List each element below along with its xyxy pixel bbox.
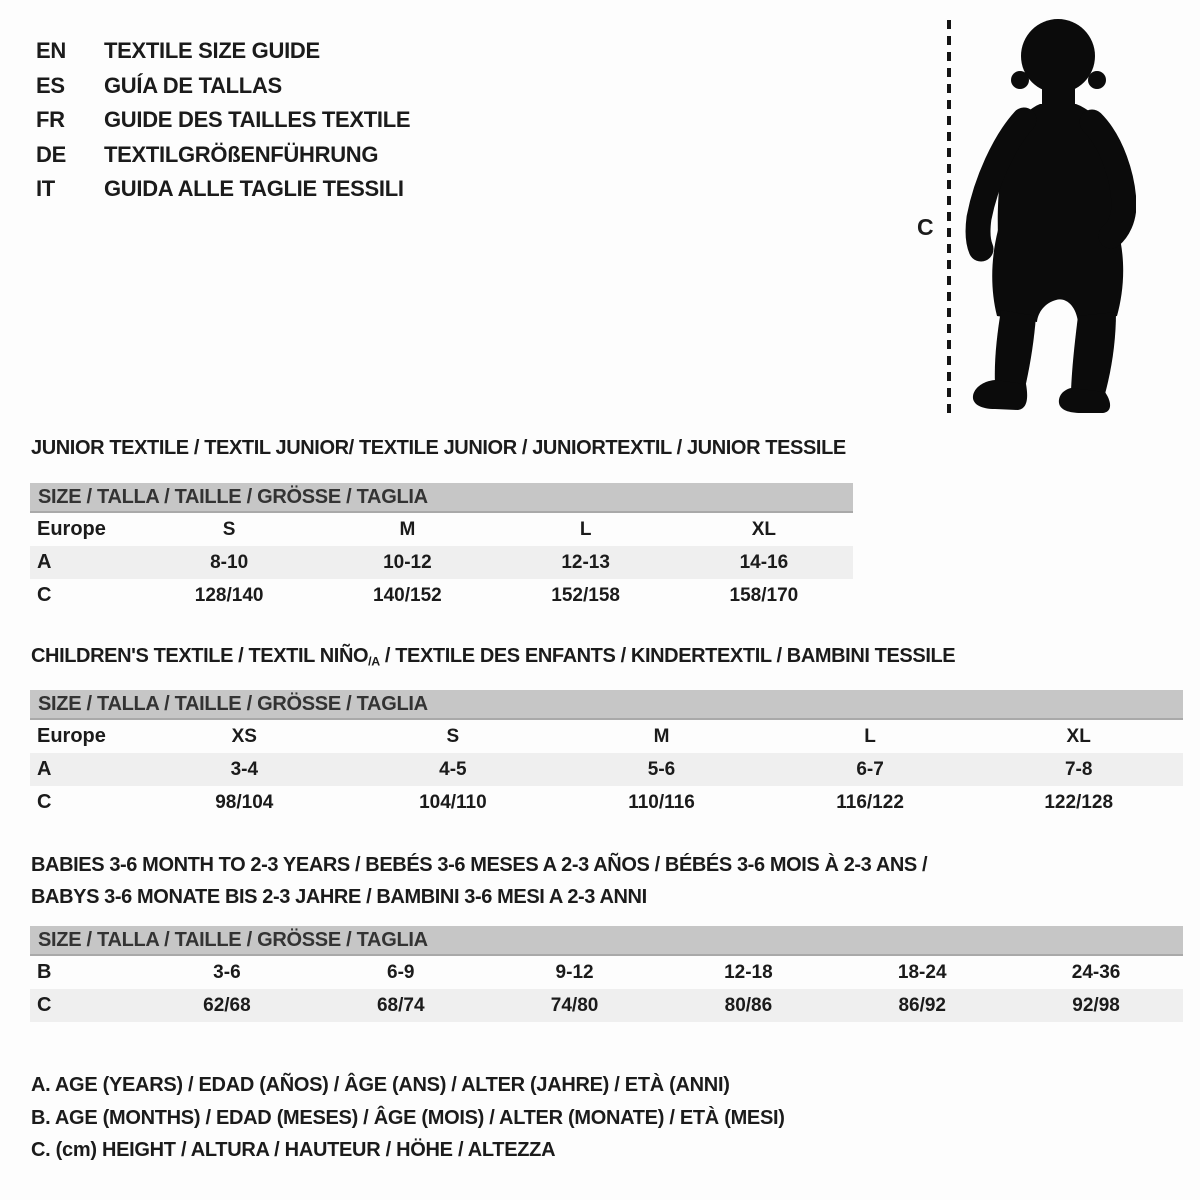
table-cell: 9-12 (555, 961, 594, 983)
table-cell: 74/80 (550, 994, 599, 1016)
language-title: GUIDE DES TAILLES TEXTILE (104, 107, 411, 133)
junior-section-title (31, 432, 846, 464)
legend-line: A. AGE (YEARS) / EDAD (AÑOS) / ÂGE (ANS) / ALTER (JAHRE) / ETÀ (ANNI) (31, 1074, 730, 1096)
height-measure-label: C (917, 214, 934, 240)
height-measure-dashed-line (947, 20, 951, 416)
size-header-text: SIZE / TALLA / TAILLE / GRÖSSE / TAGLIA (38, 693, 428, 715)
section-title-line (31, 432, 846, 464)
table-cell: S (446, 725, 460, 747)
table-cell: XL (751, 518, 777, 540)
table-cell: 7-8 (1064, 758, 1093, 780)
babies-section-title (31, 849, 927, 913)
size-header-text: SIZE / TALLA / TAILLE / GRÖSSE / TAGLIA (38, 929, 428, 951)
language-title: TEXTILE SIZE GUIDE (104, 38, 320, 64)
table-cell: XL (1066, 725, 1091, 747)
section-title-line (31, 881, 927, 913)
language-code: FR (36, 107, 65, 133)
title-text: / TEXTILE DES ENFANTS / KINDERTEXTIL / BAMBINI TESSILE (379, 645, 956, 667)
language-row (36, 103, 410, 138)
table-cell: M (399, 518, 416, 540)
row-label: A (37, 551, 52, 573)
language-title: GUIDA ALLE TAGLIE TESSILI (104, 176, 404, 202)
language-code: DE (36, 141, 66, 167)
table-cell: 68/74 (376, 994, 425, 1016)
table-row (30, 753, 1183, 786)
table-row (30, 989, 1183, 1022)
language-code: ES (36, 72, 65, 98)
section-title-line (31, 640, 955, 677)
title-text: JUNIOR TEXTILE / TEXTIL JUNIOR/ TEXTILE JUNIOR / JUNIORTEXTIL / JUNIOR TESSILE (31, 437, 846, 459)
table-row (30, 786, 1183, 819)
table-cell: 4-5 (439, 758, 467, 780)
table-cell: 6-7 (856, 758, 884, 780)
language-row (36, 172, 410, 207)
language-header (36, 34, 410, 207)
language-row (36, 138, 410, 173)
table-cell: S (222, 518, 236, 540)
language-title: GUÍA DE TALLAS (104, 72, 282, 98)
table-cell: XS (231, 725, 257, 747)
table-cell: 158/170 (729, 584, 799, 606)
size-header-bar (30, 926, 1183, 956)
table-cell: 3-4 (230, 758, 259, 780)
size-header-bar (30, 483, 853, 513)
table-cell: 122/128 (1044, 791, 1114, 813)
row-label: Europe (37, 518, 106, 540)
table-cell: 12-13 (561, 551, 610, 573)
table-cell: 18-24 (897, 961, 947, 983)
table-cell: 8-10 (210, 551, 249, 573)
row-label: C (37, 994, 52, 1016)
table-row (30, 546, 853, 579)
title-text: CHILDREN'S TEXTILE / TEXTIL NIÑO (31, 645, 369, 667)
table-row (30, 956, 1183, 989)
row-label: B (37, 961, 52, 983)
toddler-silhouette-icon (964, 14, 1136, 414)
language-code: EN (36, 38, 66, 64)
legend (31, 1074, 785, 1172)
table-row (30, 513, 853, 546)
table-cell: L (579, 518, 592, 540)
children-section-title (31, 640, 955, 677)
table-cell: 6-9 (387, 961, 415, 983)
row-label: C (37, 584, 52, 606)
babies-size-table (30, 926, 1183, 1022)
table-cell: 24-36 (1071, 961, 1121, 983)
table-cell: 98/104 (215, 791, 274, 813)
row-label: Europe (37, 725, 106, 747)
table-cell: 104/110 (419, 791, 487, 813)
table-cell: 110/116 (628, 791, 695, 813)
table-cell: 86/92 (898, 994, 946, 1016)
size-header-bar (30, 690, 1183, 720)
title-subscript: /A (368, 654, 380, 669)
table-rows (30, 513, 853, 612)
table-cell: 128/140 (194, 584, 264, 606)
title-text: BABYS 3-6 MONATE BIS 2-3 JAHRE / BAMBINI 3-6 MESI A 2-3 ANNI (31, 886, 647, 908)
language-row (36, 69, 410, 104)
table-cell: 14-16 (739, 551, 789, 573)
row-label: A (37, 758, 52, 780)
table-cell: M (653, 725, 670, 747)
section-title-line (31, 849, 927, 881)
language-code: IT (36, 176, 55, 202)
table-row (30, 720, 1183, 753)
table-rows (30, 720, 1183, 819)
table-rows (30, 956, 1183, 1022)
table-cell: 3-6 (213, 961, 241, 983)
table-cell: 92/98 (1072, 994, 1120, 1016)
table-cell: 140/152 (373, 584, 442, 606)
table-cell: 152/158 (551, 584, 620, 606)
row-label: C (37, 791, 52, 813)
legend-line: B. AGE (MONTHS) / EDAD (MESES) / ÂGE (MOIS) / ALTER (MONATE) / ETÀ (MESI) (31, 1106, 785, 1129)
table-cell: 10-12 (383, 551, 432, 573)
junior-size-table (30, 483, 853, 612)
table-row (30, 579, 853, 612)
language-row (36, 34, 410, 69)
table-cell: L (864, 725, 876, 747)
table-cell: 62/68 (203, 994, 251, 1016)
table-cell: 80/86 (724, 994, 773, 1016)
title-text: BABIES 3-6 MONTH TO 2-3 YEARS / BEBÉS 3-6 MESES A 2-3 AÑOS / BÉBÉS 3-6 MOIS À 2-3 ANS / (31, 854, 928, 876)
children-size-table (30, 690, 1183, 819)
table-cell: 116/122 (836, 791, 904, 813)
table-cell: 5-6 (647, 758, 676, 780)
size-header-text: SIZE / TALLA / TAILLE / GRÖSSE / TAGLIA (38, 486, 428, 508)
table-cell: 12-18 (724, 961, 773, 983)
legend-line: C. (cm) HEIGHT / ALTURA / HAUTEUR / HÖHE / ALTEZZA (31, 1139, 556, 1161)
language-title: TEXTILGRÖßENFÜHRUNG (104, 141, 379, 167)
